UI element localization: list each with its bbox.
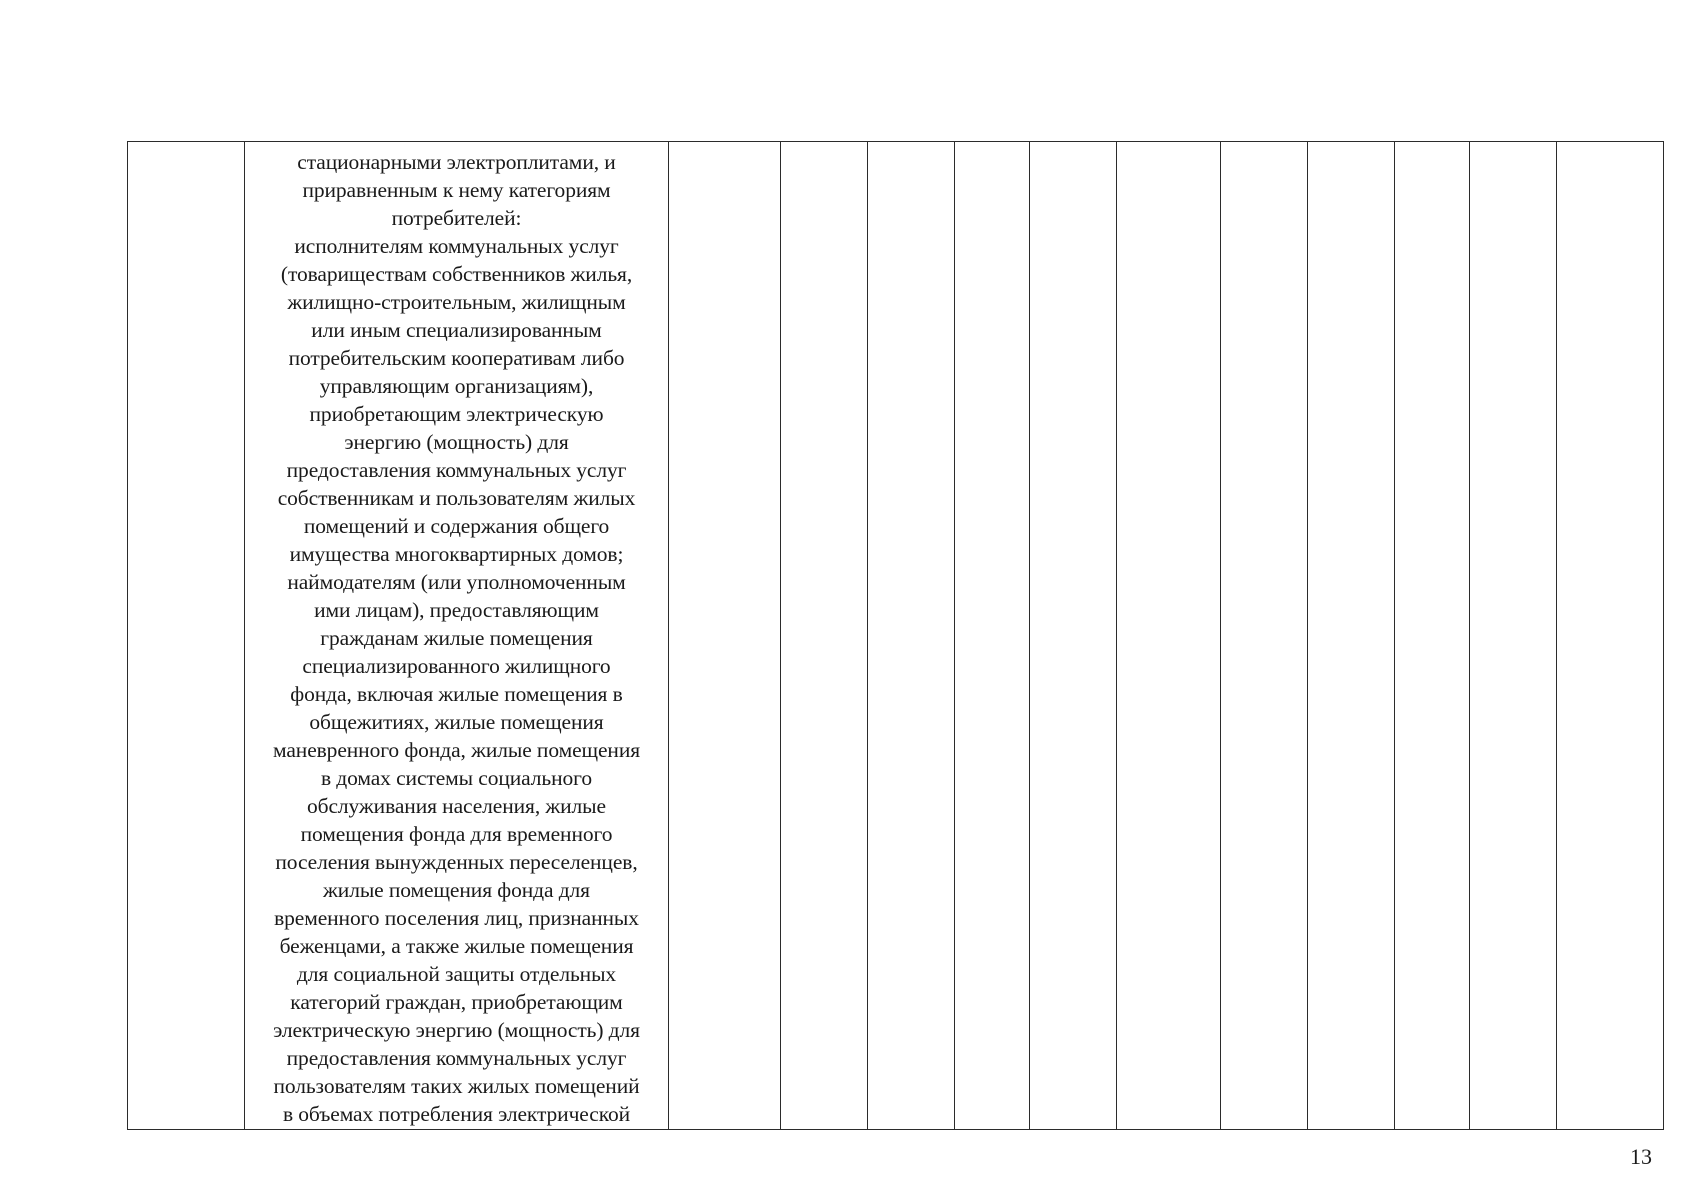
value-cell — [1308, 142, 1395, 1130]
description-line: стационарными электроплитами, и — [297, 150, 616, 174]
description-line: гражданам жилые помещения — [320, 626, 593, 650]
value-cell — [1030, 142, 1117, 1130]
description-cell — [245, 142, 669, 1130]
description-line: исполнителям коммунальных услуг — [294, 234, 619, 258]
description-line: энергию (мощность) для — [344, 430, 569, 454]
description-line: собственникам и пользователям жилых — [277, 486, 636, 510]
value-cell — [1221, 142, 1308, 1130]
table-row — [128, 142, 1664, 1130]
tariff-table — [127, 141, 1664, 1130]
description-line: поселения вынужденных переселенцев, — [275, 850, 638, 874]
description-line: фонда, включая жилые помещения в — [290, 682, 623, 706]
description-line: наймодателям (или уполномоченным — [287, 570, 626, 594]
description-text — [245, 142, 668, 1128]
description-line: потребительским кооперативам либо — [288, 346, 625, 370]
description-line: общежитиях, жилые помещения — [309, 710, 604, 734]
value-cell — [868, 142, 955, 1130]
description-line: ими лицам), предоставляющим — [314, 598, 599, 622]
description-line: обслуживания населения, жилые — [307, 794, 606, 818]
description-line: потребителей: — [391, 206, 522, 230]
description-line: имущества многоквартирных домов; — [289, 542, 624, 566]
description-line: категорий граждан, приобретающим — [290, 990, 623, 1014]
description-line: приравненным к нему категориям — [302, 178, 611, 202]
description-line: приобретающим электрическую — [309, 402, 604, 426]
description-line: маневренного фонда, жилые помещения — [272, 738, 641, 762]
description-line: для социальной защиты отдельных — [296, 962, 617, 986]
description-line: пользователям таких жилых помещений — [273, 1074, 640, 1098]
description-line: помещения фонда для временного — [300, 822, 613, 846]
value-cell — [781, 142, 868, 1130]
description-line: временного поселения лиц, признанных — [274, 906, 639, 930]
value-cell — [1117, 142, 1221, 1130]
description-line: или иным специализированным — [311, 318, 602, 342]
index-cell — [128, 142, 245, 1130]
description-line: беженцами, а также жилые помещения — [279, 934, 634, 958]
value-cell — [1395, 142, 1470, 1130]
description-line: предоставления коммунальных услуг — [286, 458, 627, 482]
description-line: управляющим организациям), — [319, 374, 594, 398]
description-line: (товариществам собственников жилья, — [280, 262, 633, 286]
description-line: специализированного жилищного — [302, 654, 611, 678]
description-line: в домах системы социального — [320, 766, 593, 790]
description-line: электрическую энергию (мощность) для — [273, 1018, 640, 1042]
value-cell — [955, 142, 1030, 1130]
description-line: жилищно-строительным, жилищным — [287, 290, 626, 314]
description-line: предоставления коммунальных услуг — [286, 1046, 627, 1070]
description-line: в объемах потребления электрической — [282, 1102, 631, 1126]
value-cell — [669, 142, 781, 1130]
value-cell — [1470, 142, 1557, 1130]
description-line: жилые помещения фонда для — [323, 878, 590, 902]
description-line: помещений и содержания общего — [303, 514, 610, 538]
value-cell — [1557, 142, 1664, 1130]
page-number: 13 — [1630, 1144, 1652, 1169]
